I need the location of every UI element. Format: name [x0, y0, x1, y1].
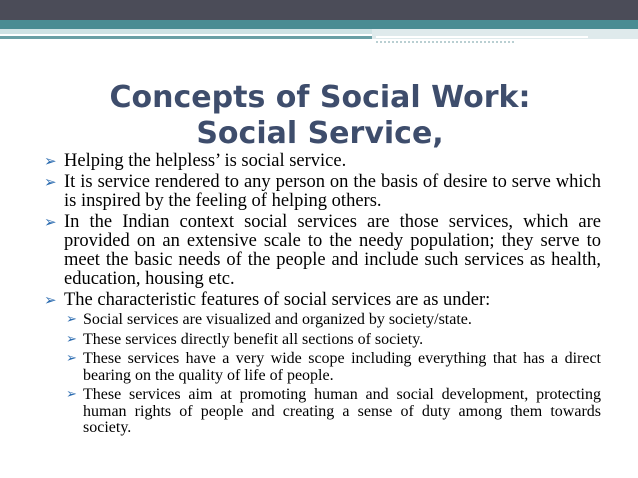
bullet-item — [44, 291, 601, 310]
slide-title-line-2: Social Service, — [196, 116, 444, 151]
arrow-bullet-icon: ➢ — [44, 173, 57, 191]
header-line-left — [0, 36, 372, 39]
sub-bullet-text: These services aim at promoting human and social development, protecting human rights of people and creating a sense of duty among them towards society. — [83, 386, 601, 436]
bullet-text: It is service rendered to any person on the basis of desire to serve which is inspired by the feeling of helping others. — [64, 172, 601, 211]
header-line-right — [376, 36, 588, 38]
arrow-bullet-icon: ➢ — [44, 213, 57, 231]
slide-title-line-1: Concepts of Social Work: — [109, 80, 531, 115]
arrow-bullet-icon: ➢ — [44, 152, 57, 170]
bullet-item — [44, 152, 601, 171]
header-bar-teal — [0, 20, 638, 29]
sub-bullet-item — [66, 332, 601, 349]
sub-bullet-item — [66, 312, 601, 329]
arrow-bullet-icon: ➢ — [66, 351, 77, 366]
arrow-bullet-icon: ➢ — [66, 387, 77, 402]
sub-bullet-item — [66, 351, 601, 384]
sub-bullet-text: These services directly benefit all sections of society. — [83, 330, 424, 348]
bullet-text: In the Indian context social services are those services, which are provided on an extensive scale to the needy population; they serve to meet the basic needs of the people and include such services as health, education, housing etc. — [64, 212, 601, 289]
sub-bullet-text: These services have a very wide scope including everything that has a direct bearing on the quality of life of people. — [83, 350, 601, 384]
header-bar-dark — [0, 0, 638, 20]
header-dotted-line — [376, 41, 516, 43]
bullet-item — [44, 213, 601, 289]
bullet-text: Helping the helpless’ is social service. — [64, 151, 347, 171]
arrow-bullet-icon: ➢ — [66, 312, 77, 327]
bullet-item — [44, 173, 601, 211]
sub-bullet-text: Social services are visualized and organized by society/state. — [83, 311, 472, 328]
slide-title — [60, 80, 580, 152]
bullet-text: The characteristic features of social services are as under: — [64, 290, 491, 310]
sub-bullet-item — [66, 387, 601, 437]
arrow-bullet-icon: ➢ — [66, 331, 77, 347]
sub-bullet-list — [66, 312, 601, 437]
slide-content — [44, 152, 601, 440]
arrow-bullet-icon: ➢ — [44, 291, 57, 309]
